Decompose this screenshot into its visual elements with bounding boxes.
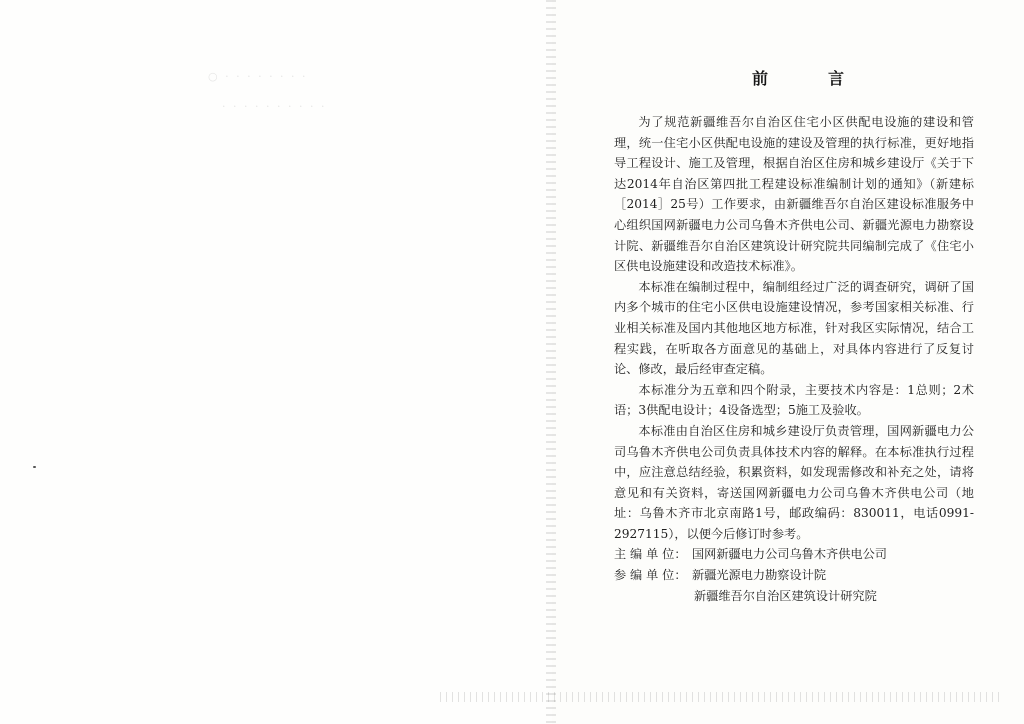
participant-value-1: 新疆光源电力勘察设计院 [692,568,827,583]
preface-body [614,112,974,606]
scan-edge-noise [440,692,1000,702]
participant-value-2: 新疆维吾尔自治区建筑设计研究院 [694,588,877,603]
preface-title-char-2: 言 [827,69,844,88]
participant-label: 参 编 单 位： [614,568,687,583]
bleed-through-text-2: · · · · · · · · · · [222,100,327,113]
participant-unit-continued [614,586,974,607]
chief-editor-label: 主 编 单 位： [614,547,687,562]
bleed-through-text-1: ○ · · · · · · · · [208,70,308,83]
preface-title-char-1: 前 [752,69,769,88]
chief-editor-unit [614,544,974,565]
scan-speck [33,466,36,468]
participant-unit [614,565,974,586]
preface-paragraph: 本标准分为五章和四个附录，主要技术内容是：1总则；2术语；3供配电设计；4设备选型；5施工及验收。 [614,382,974,418]
preface-paragraph: 本标准由自治区住房和城乡建设厅负责管理，国网新疆电力公司乌鲁木齐供电公司负责具体技术内容的解释。在本标准执行过程中，应注意总结经验，积累资料，如发现需修改和补充之处，请将意见和有关资料，寄送国网新疆电力公司乌鲁木齐供电公司（地址：乌鲁木齐市北京南路1号，邮政编码：830011，电话0991-2927115），以便今后修订时参考。 [614,423,974,541]
preface-title [752,66,844,89]
preface-paragraph: 为了规范新疆维吾尔自治区住宅小区供配电设施的建设和管理，统一住宅小区供配电设施的建设及管理的执行标准，更好地指导工程设计、施工及管理，根据自治区住房和城乡建设厅《关于下达2014年自治区第四批工程建设标准编制计划的通知》（新建标［2014］25号）工作要求，由新疆维吾尔自治区建设标准服务中心组织国网新疆电力公司乌鲁木齐供电公司、新疆光源电力勘察设计院、新疆维吾尔自治区建筑设计研究院共同编制完成了《住宅小区供电设施建设和改造技术标准》。 [614,115,974,274]
preface-paragraph: 本标准在编制过程中，编制组经过广泛的调查研究，调研了国内多个城市的住宅小区供电设施建设情况，参考国家相关标准、行业相关标准及国内其他地区地方标准，针对我区实际情况，结合工程实践，在听取各方面意见的基础上，对具体内容进行了反复讨论、修改，最后经审查定稿。 [614,279,974,377]
chief-editor-value: 国网新疆电力公司乌鲁木齐供电公司 [692,547,887,562]
